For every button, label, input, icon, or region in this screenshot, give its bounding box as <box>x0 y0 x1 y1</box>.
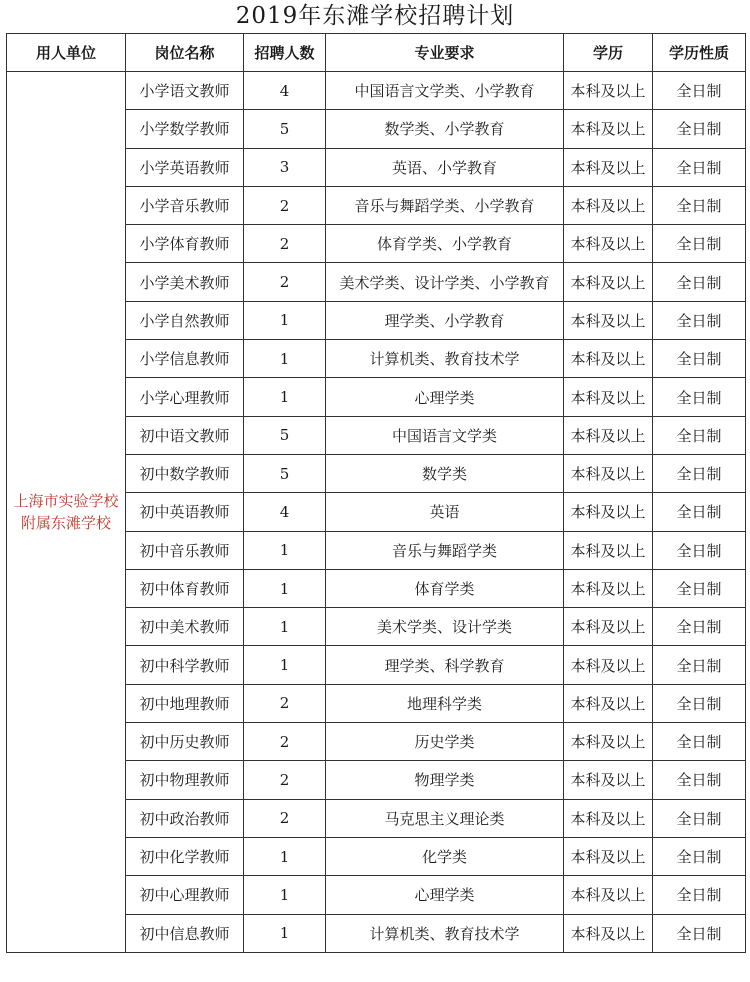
major-cell: 中国语言文学类、小学教育 <box>326 72 564 110</box>
count-cell: 5 <box>244 416 326 454</box>
degree-cell: 本科及以上 <box>564 876 653 914</box>
count-cell: 1 <box>244 837 326 875</box>
count-cell: 1 <box>244 914 326 952</box>
degree-type-cell: 全日制 <box>653 723 746 761</box>
position-cell: 小学美术教师 <box>126 263 244 301</box>
degree-cell: 本科及以上 <box>564 684 653 722</box>
count-cell: 2 <box>244 799 326 837</box>
count-cell: 1 <box>244 378 326 416</box>
degree-type-cell: 全日制 <box>653 531 746 569</box>
position-cell: 小学心理教师 <box>126 378 244 416</box>
degree-cell: 本科及以上 <box>564 416 653 454</box>
degree-cell: 本科及以上 <box>564 148 653 186</box>
degree-type-cell: 全日制 <box>653 416 746 454</box>
count-cell: 2 <box>244 225 326 263</box>
degree-type-cell: 全日制 <box>653 646 746 684</box>
degree-cell: 本科及以上 <box>564 837 653 875</box>
header-count: 招聘人数 <box>244 34 326 72</box>
degree-type-cell: 全日制 <box>653 799 746 837</box>
degree-type-cell: 全日制 <box>653 110 746 148</box>
degree-type-cell: 全日制 <box>653 378 746 416</box>
degree-type-cell: 全日制 <box>653 493 746 531</box>
position-cell: 初中体育教师 <box>126 569 244 607</box>
position-cell: 初中美术教师 <box>126 608 244 646</box>
table-row <box>7 72 746 110</box>
position-cell: 初中物理教师 <box>126 761 244 799</box>
degree-type-cell: 全日制 <box>653 569 746 607</box>
position-cell: 初中历史教师 <box>126 723 244 761</box>
major-cell: 美术学类、设计学类 <box>326 608 564 646</box>
employer-unit: 上海市实验学校附属东滩学校 <box>7 72 126 953</box>
position-cell: 初中音乐教师 <box>126 531 244 569</box>
degree-cell: 本科及以上 <box>564 186 653 224</box>
degree-cell: 本科及以上 <box>564 569 653 607</box>
degree-type-cell: 全日制 <box>653 914 746 952</box>
position-cell: 初中数学教师 <box>126 454 244 492</box>
position-cell: 小学音乐教师 <box>126 186 244 224</box>
header-degree: 学历 <box>564 34 653 72</box>
degree-type-cell: 全日制 <box>653 837 746 875</box>
major-cell: 英语、小学教育 <box>326 148 564 186</box>
count-cell: 1 <box>244 301 326 339</box>
position-cell: 初中信息教师 <box>126 914 244 952</box>
degree-type-cell: 全日制 <box>653 608 746 646</box>
count-cell: 1 <box>244 569 326 607</box>
position-cell: 小学英语教师 <box>126 148 244 186</box>
degree-cell: 本科及以上 <box>564 799 653 837</box>
count-cell: 5 <box>244 454 326 492</box>
header-degree-type: 学历性质 <box>653 34 746 72</box>
position-cell: 初中政治教师 <box>126 799 244 837</box>
major-cell: 物理学类 <box>326 761 564 799</box>
degree-type-cell: 全日制 <box>653 876 746 914</box>
count-cell: 4 <box>244 72 326 110</box>
major-cell: 中国语言文学类 <box>326 416 564 454</box>
degree-cell: 本科及以上 <box>564 761 653 799</box>
major-cell: 音乐与舞蹈学类、小学教育 <box>326 186 564 224</box>
degree-cell: 本科及以上 <box>564 340 653 378</box>
degree-type-cell: 全日制 <box>653 684 746 722</box>
count-cell: 5 <box>244 110 326 148</box>
count-cell: 2 <box>244 684 326 722</box>
position-cell: 初中科学教师 <box>126 646 244 684</box>
degree-cell: 本科及以上 <box>564 225 653 263</box>
header-unit: 用人单位 <box>7 34 126 72</box>
major-cell: 理学类、科学教育 <box>326 646 564 684</box>
position-cell: 小学信息教师 <box>126 340 244 378</box>
major-cell: 心理学类 <box>326 876 564 914</box>
position-cell: 初中英语教师 <box>126 493 244 531</box>
major-cell: 美术学类、设计学类、小学教育 <box>326 263 564 301</box>
degree-cell: 本科及以上 <box>564 301 653 339</box>
count-cell: 2 <box>244 723 326 761</box>
count-cell: 1 <box>244 876 326 914</box>
degree-cell: 本科及以上 <box>564 914 653 952</box>
degree-cell: 本科及以上 <box>564 493 653 531</box>
degree-type-cell: 全日制 <box>653 225 746 263</box>
table-header-row <box>7 34 746 72</box>
count-cell: 2 <box>244 263 326 301</box>
major-cell: 计算机类、教育技术学 <box>326 340 564 378</box>
count-cell: 2 <box>244 761 326 799</box>
header-major: 专业要求 <box>326 34 564 72</box>
degree-cell: 本科及以上 <box>564 110 653 148</box>
major-cell: 数学类、小学教育 <box>326 110 564 148</box>
recruitment-table <box>6 33 746 953</box>
header-position: 岗位名称 <box>126 34 244 72</box>
major-cell: 英语 <box>326 493 564 531</box>
position-cell: 小学自然教师 <box>126 301 244 339</box>
degree-cell: 本科及以上 <box>564 608 653 646</box>
degree-cell: 本科及以上 <box>564 723 653 761</box>
degree-type-cell: 全日制 <box>653 301 746 339</box>
major-cell: 计算机类、教育技术学 <box>326 914 564 952</box>
major-cell: 理学类、小学教育 <box>326 301 564 339</box>
position-cell: 小学体育教师 <box>126 225 244 263</box>
count-cell: 1 <box>244 608 326 646</box>
position-cell: 小学语文教师 <box>126 72 244 110</box>
degree-type-cell: 全日制 <box>653 72 746 110</box>
degree-type-cell: 全日制 <box>653 263 746 301</box>
degree-type-cell: 全日制 <box>653 148 746 186</box>
count-cell: 4 <box>244 493 326 531</box>
position-cell: 初中化学教师 <box>126 837 244 875</box>
count-cell: 2 <box>244 186 326 224</box>
major-cell: 历史学类 <box>326 723 564 761</box>
degree-type-cell: 全日制 <box>653 454 746 492</box>
table-body <box>7 72 746 953</box>
page-title: 2019年东滩学校招聘计划 <box>235 3 515 29</box>
degree-cell: 本科及以上 <box>564 531 653 569</box>
major-cell: 心理学类 <box>326 378 564 416</box>
position-cell: 小学数学教师 <box>126 110 244 148</box>
major-cell: 马克思主义理论类 <box>326 799 564 837</box>
position-cell: 初中地理教师 <box>126 684 244 722</box>
degree-cell: 本科及以上 <box>564 263 653 301</box>
position-cell: 初中语文教师 <box>126 416 244 454</box>
degree-cell: 本科及以上 <box>564 72 653 110</box>
degree-type-cell: 全日制 <box>653 340 746 378</box>
position-cell: 初中心理教师 <box>126 876 244 914</box>
degree-cell: 本科及以上 <box>564 646 653 684</box>
degree-cell: 本科及以上 <box>564 378 653 416</box>
major-cell: 数学类 <box>326 454 564 492</box>
major-cell: 体育学类、小学教育 <box>326 225 564 263</box>
degree-type-cell: 全日制 <box>653 761 746 799</box>
major-cell: 音乐与舞蹈学类 <box>326 531 564 569</box>
degree-type-cell: 全日制 <box>653 186 746 224</box>
degree-cell: 本科及以上 <box>564 454 653 492</box>
major-cell: 地理科学类 <box>326 684 564 722</box>
major-cell: 体育学类 <box>326 569 564 607</box>
count-cell: 1 <box>244 531 326 569</box>
count-cell: 1 <box>244 340 326 378</box>
major-cell: 化学类 <box>326 837 564 875</box>
count-cell: 3 <box>244 148 326 186</box>
count-cell: 1 <box>244 646 326 684</box>
